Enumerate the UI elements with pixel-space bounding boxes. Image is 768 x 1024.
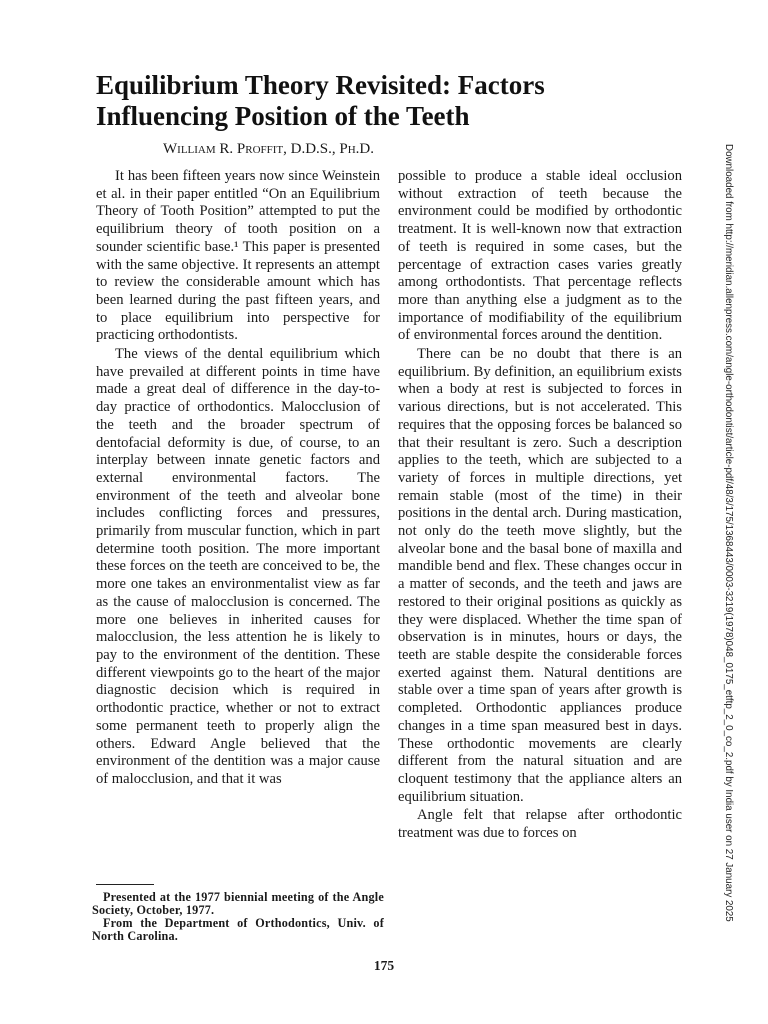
author-line: William R. Proffit, D.D.S., Ph.D.: [163, 141, 375, 157]
title-line-1: Equilibrium Theory Revisited: Factors: [96, 70, 545, 100]
download-watermark: Downloaded from http://meridian.allenpress.com/angle-orthodontist/article-pdf/48/3/175/1368443/0003-3219(1978)048_0175_etftp_2_0_co_2.pdf by India user on 27 January 2025: [723, 144, 734, 922]
footnote-divider: [96, 884, 154, 885]
footnote: [92, 891, 384, 943]
footnote-line: From the Department of Orthodontics, Univ. of North Carolina.: [92, 916, 384, 943]
body-paragraph: It has been fifteen years now since Weinstein et al. in their paper entitled “On an Equilibrium Theory of Tooth Position” attempted to put the equilibrium theory of tooth position on a sounder scientific base.¹ This paper is presented with the same objective. It represents an attempt to review the considerable amount which has been learned during the past fifteen years, and to place equilibrium into perspective for practicing orthodontists.: [96, 168, 380, 344]
body-paragraph: The views of the dental equilibrium which have prevailed at different points in time have made a great deal of difference in the day-to-day practice of orthodontics. Malocclusion of the teeth and the broader spectrum of dentofacial deformity is due, of course, to an interplay between innate genetic factors and external environmental factors. The environment of the teeth and alveolar bone includes conflicting forces and pressures, primarily from muscular function, which in part determine tooth position. The more important these forces on the teeth are conceived to be, the more one takes an environmentalist view as far as the cause of malocclusion is concerned. The more one believes in inherited causes for malocclusion, the less attention he is likely to pay to the environment of the dentition. These different viewpoints go to the heart of the major diagnostic decision which is required in orthodontic practice, whether or not to extract some permanent teeth to properly align the others. Edward Angle believed that the environment of the dentition was a major cause of malocclusion, and that it was: [96, 346, 380, 787]
footnote-line: Presented at the 1977 biennial meeting of the Angle Society, October, 1977.: [92, 890, 384, 917]
article-title: [96, 70, 656, 132]
body-paragraph: possible to produce a stable ideal occlusion without extraction of teeth because the environment could be modified by orthodontic treatment. It is well-known now that extraction of teeth is required in some cases, but the percentage of extraction cases varies greatly among orthodontists. That percentage reflects more than anything else a judgment as to the importance of modifiability of the equilibrium of environmental forces around the dentition.: [398, 168, 682, 344]
left-column: [96, 168, 380, 789]
body-paragraph: There can be no doubt that there is an equilibrium. By definition, an equilibrium exists when a body at rest is subjected to forces in various directions, but is not accelerated. This requires that the opposing forces be balanced so that their resultant is zero. Such a description applies to the teeth, which are subjected to a variety of forces in multiple directions, yet remain stable (most of the time) in their positions in the dental arch. During mastication, not only do the teeth move slightly, but the alveolar bone and the basal bone of maxilla and mandible bend and flex. These changes occur in a matter of seconds, and the teeth and jaws are restored to their original positions as quickly as they were displaced. Whether the time span of observation is in minutes, hours or days, the teeth are stable despite the considerable forces exerted against them. Natural dentitions are stable over a time span of years after growth is completed. Orthodontic appliances produce changes in a time span measured best in days. These orthodontic movements are clearly different from the natural situation and are cloquent testimony that the appliance alters an equilibrium situation.: [398, 346, 682, 805]
right-column: [398, 168, 682, 843]
body-paragraph: Angle felt that relapse after orthodontic treatment was due to forces on: [398, 807, 682, 842]
page-number: 175: [373, 958, 395, 973]
title-line-2: Influencing Position of the Teeth: [96, 101, 470, 131]
